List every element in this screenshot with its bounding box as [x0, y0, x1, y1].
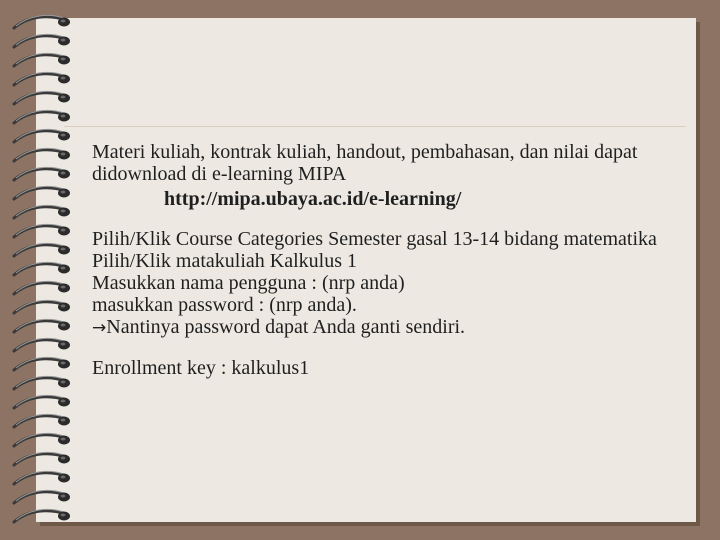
binding-ring — [14, 91, 70, 104]
binding-ring — [14, 452, 70, 465]
password-note-text: Nantinya password dapat Anda ganti sendiri. — [106, 316, 466, 338]
password-note — [92, 316, 682, 339]
binding-ring — [14, 243, 70, 256]
binding-ring — [14, 357, 70, 370]
step-line: Pilih/Klik Course Categories Semester gasal 13-14 bidang matematika — [92, 228, 657, 250]
binding-ring — [14, 262, 70, 275]
binding-ring — [14, 167, 70, 180]
binding-ring — [14, 395, 70, 408]
binding-ring — [14, 490, 70, 503]
paragraph-enrollment — [92, 357, 682, 379]
elearning-url: http://mipa.ubaya.ac.id/e-learning/ — [164, 188, 462, 210]
binding-ring — [14, 148, 70, 161]
step-line: masukkan password : (nrp anda). — [92, 294, 357, 316]
paragraph-download — [92, 141, 682, 210]
binding-ring — [14, 15, 70, 28]
binding-ring — [14, 433, 70, 446]
binding-ring — [14, 300, 70, 313]
binding-ring — [14, 110, 70, 123]
step-line: Masukkan nama pengguna : (nrp anda) — [92, 272, 405, 294]
binding-ring — [14, 319, 70, 332]
header-rule — [64, 126, 686, 127]
binding-ring — [14, 414, 70, 427]
binding-ring — [14, 129, 70, 142]
paragraph-steps — [92, 228, 682, 339]
binding-ring — [14, 471, 70, 484]
spiral-binding-icon — [0, 0, 80, 540]
binding-ring — [14, 281, 70, 294]
binding-ring — [14, 224, 70, 237]
binding-ring — [14, 186, 70, 199]
download-text: Materi kuliah, kontrak kuliah, handout, pembahasan, dan nilai dapat didownload di e-learning MIPA — [92, 141, 638, 185]
binding-ring — [14, 509, 70, 522]
binding-ring — [14, 205, 70, 218]
step-line: Pilih/Klik matakuliah Kalkulus 1 — [92, 250, 357, 272]
binding-ring — [14, 376, 70, 389]
slide-content — [92, 141, 682, 397]
enrollment-key-text: Enrollment key : kalkulus1 — [92, 357, 310, 379]
arrow-right-icon: → — [92, 318, 107, 338]
binding-ring — [14, 53, 70, 66]
binding-ring — [14, 34, 70, 47]
binding-ring — [14, 338, 70, 351]
binding-ring — [14, 72, 70, 85]
